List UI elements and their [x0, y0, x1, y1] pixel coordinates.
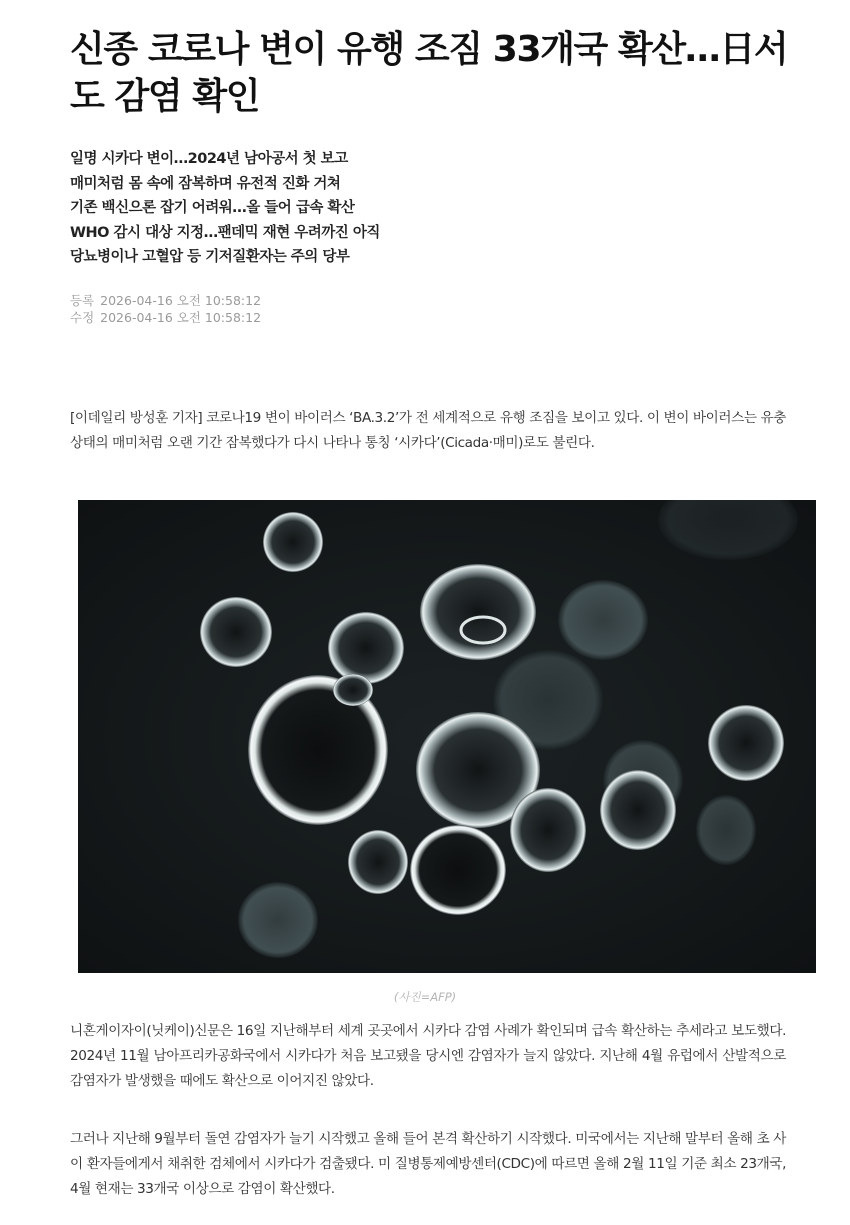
article-paragraph-1: [이데일리 방성훈 기자] 코로나19 변이 바이러스 ‘BA.3.2’가 전 세계적으로 유행 조짐을 보이고 있다. 이 변이 바이러스는 유충 상태의 매미처럼 오랜 기간 잠복했다가 다시 나타나 통칭 ‘시카다’(Cicada·매미)로도 불린다. [70, 410, 786, 451]
subhead-item: 매미처럼 몸 속에 잠복하며 유전적 진화 거쳐 [70, 175, 341, 192]
article-paragraph-2: 니혼게이자이(닛케이)신문은 16일 지난해부터 세계 곳곳에서 시카다 감염 사례가 확인되며 급속 확산하는 추세라고 보도했다. 2024년 11월 남아프리카공화국에서 시카다가 처음 보고됐을 당시엔 감염자가 늘지 않았다. 지난해 4월 유럽에서 산발적으로 감염자가 발생했을 때에도 확산으로 이어지진 않았다. [70, 1023, 786, 1089]
registered-label: 등록 [70, 293, 95, 308]
modified-date [70, 309, 261, 326]
registered-date [70, 292, 261, 309]
virus-micrograph-image [78, 500, 816, 973]
subhead-item: 당뇨병이나 고혈압 등 기저질환자는 주의 당부 [70, 249, 350, 265]
subhead-item: 일명 시카다 변이…2024년 남아공서 첫 보고 [70, 151, 348, 167]
modified-value: 2026-04-16 오전 10:58:12 [100, 310, 262, 325]
article-subheads [70, 147, 770, 270]
article-photo[interactable] [78, 500, 816, 973]
article-title: 신종 코로나 변이 유행 조짐 33개국 확산…日서도 감염 확인 [70, 29, 788, 117]
registered-value: 2026-04-16 오전 10:58:12 [100, 293, 262, 308]
article-paragraph-3: 그러나 지난해 9월부터 돌연 감염자가 늘기 시작했고 올해 들어 본격 확산하기 시작했다. 미국에서는 지난해 말부터 올해 초 사이 환자들에게서 채취한 검체에서 시카다가 검출됐다. 미 질병통제예방센터(CDC)에 따르면 올해 2월 11일 기준 최소 23개국, 4월 현재는 33개국 이상으로 감염이 확산했다. [70, 1131, 786, 1197]
photo-caption: (사진=AFP) [393, 990, 457, 1004]
article-dates [70, 292, 261, 326]
subhead-item: WHO 감시 대상 지정…팬데믹 재현 우려까진 아직 [70, 224, 380, 241]
subhead-item: 기존 백신으론 잡기 어려워…올 들어 급속 확산 [70, 200, 355, 216]
modified-label: 수정 [70, 310, 95, 325]
